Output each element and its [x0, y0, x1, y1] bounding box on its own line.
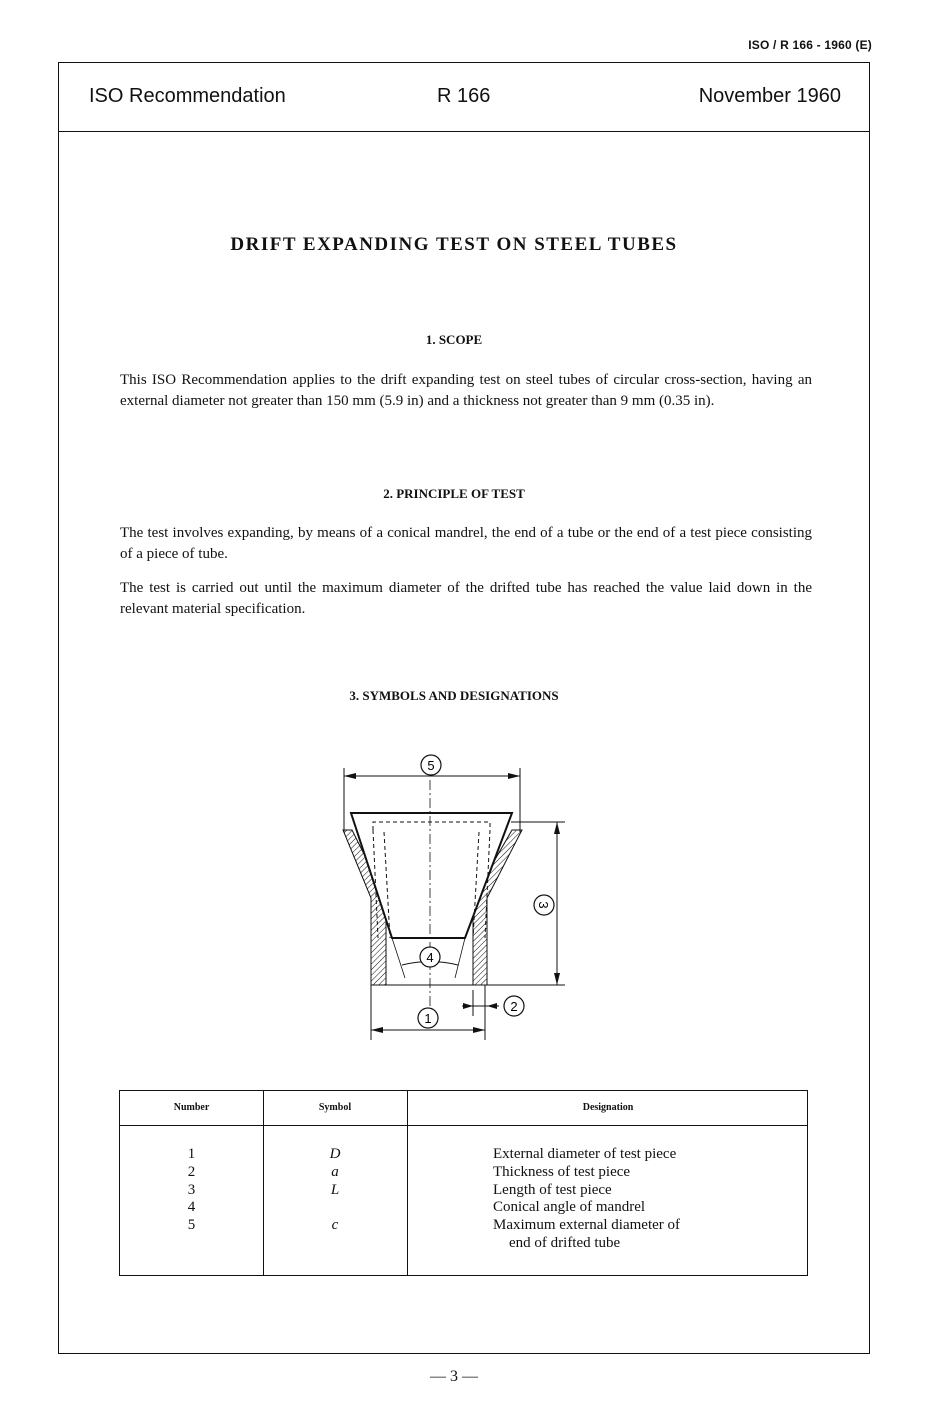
table-cell-symbol — [263, 1199, 407, 1217]
svg-text:3: 3 — [536, 901, 551, 909]
scope-paragraph: This ISO Recommendation applies to the drift expanding test on steel tubes of circular cross-section, having an external diameter not greater than 150 mm (5.9 in) and a thickness not greater than 9 mm (0.35 in). — [120, 372, 812, 409]
svg-text:1: 1 — [424, 1011, 432, 1026]
svg-text:2: 2 — [510, 999, 518, 1014]
table-cell-symbol: L — [330, 1181, 340, 1198]
svg-text:4: 4 — [426, 950, 434, 965]
header-date: November 1960 — [698, 85, 841, 107]
principle-paragraph-2: The test is carried out until the maximum diameter of the drifted tube has reached the value laid down in the relevant material specification. — [120, 580, 812, 617]
table-header-designation: Designation — [582, 1102, 634, 1113]
table-cell-designation: Length of test piece — [493, 1181, 612, 1198]
symbol-column — [263, 1146, 407, 1235]
table-cell-designation-continuation: end of drifted tube — [509, 1234, 621, 1251]
principle-paragraph-1: The test involves expanding, by means of a conical mandrel, the end of a tube or the end of a test piece consisting of a piece of tube. — [120, 525, 812, 562]
section-heading-symbols: 3. SYMBOLS AND DESIGNATIONS — [349, 688, 559, 703]
table-header-number: Number — [173, 1102, 210, 1113]
table-cell-symbol: D — [329, 1146, 341, 1162]
header-recommendation-number: R 166 — [437, 85, 491, 107]
table-cell-symbol: a — [331, 1163, 339, 1180]
header-organization: ISO Recommendation — [89, 85, 286, 107]
callout-5 — [421, 755, 441, 775]
svg-text:5: 5 — [427, 758, 435, 773]
page-number: — 3 — — [430, 1368, 478, 1385]
table-cell-number: 1 — [187, 1146, 196, 1162]
document-reference: ISO / R 166 - 1960 (E) — [748, 38, 872, 52]
table-cell-designation: Maximum external diameter of — [493, 1217, 681, 1234]
table-cell-designation: External diameter of test piece — [493, 1146, 677, 1162]
designation-column — [493, 1146, 803, 1253]
table-cell-number: 3 — [187, 1181, 196, 1198]
table-cell-number: 5 — [187, 1217, 196, 1234]
table-cell-number: 4 — [187, 1199, 196, 1216]
callout-1 — [418, 1008, 438, 1028]
callout-3 — [534, 895, 554, 915]
section-heading-scope: 1. SCOPE — [425, 332, 483, 347]
table-cell-number: 2 — [187, 1163, 196, 1180]
drift-expanding-diagram — [330, 748, 580, 1048]
callout-4 — [420, 947, 440, 967]
document-title: DRIFT EXPANDING TEST ON STEEL TUBES — [230, 234, 678, 255]
table-header-symbol: Symbol — [318, 1102, 352, 1113]
callout-2 — [504, 996, 524, 1016]
number-column — [120, 1146, 263, 1235]
table-cell-symbol: c — [331, 1217, 339, 1234]
table-cell-designation: Conical angle of mandrel — [493, 1199, 646, 1216]
section-heading-principle: 2. PRINCIPLE OF TEST — [383, 486, 525, 501]
header-bar — [59, 63, 869, 132]
table-cell-designation: Thickness of test piece — [493, 1163, 631, 1180]
symbols-table — [119, 1090, 808, 1276]
